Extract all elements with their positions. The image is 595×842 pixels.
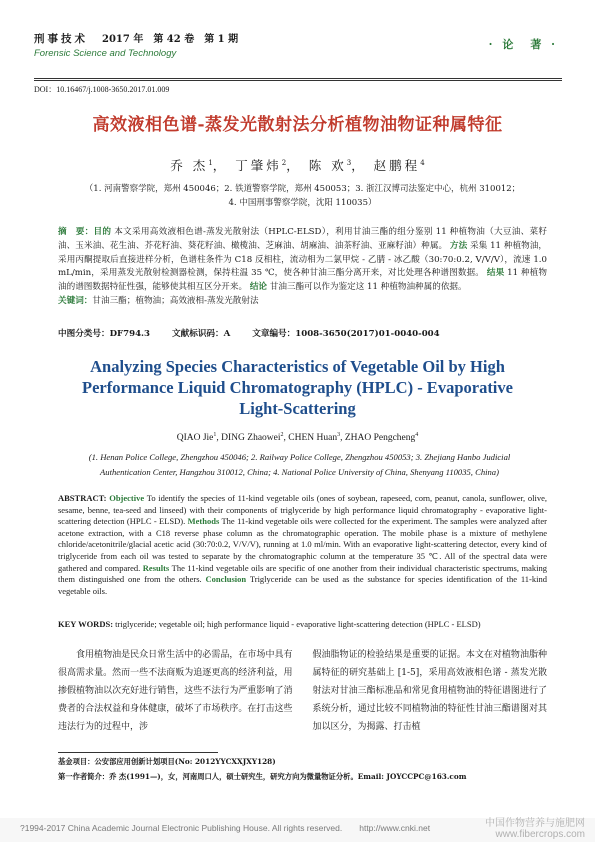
watermark: 中国作物营养与施肥网 www.fibercrops.com — [485, 818, 585, 840]
author-cn: 乔 杰 — [170, 158, 209, 173]
section-tag: · 论 著 · — [488, 38, 558, 51]
classification-row: 中图分类号：DF794.3 文献标识码：A 文章编号：1008-3650(2017)01-0040-004 — [58, 329, 440, 339]
authors-cn: 乔 杰$^1$， 丁肇炜$^2$， 陈 欢$^3$， 赵鹏程$^4$ — [170, 158, 425, 173]
header-rule-thin — [34, 80, 562, 81]
footnote-fund: 基金项目：公安部应用创新计划项目(No: 2012YYCXXJXY128) — [58, 757, 276, 766]
author-cn: 赵鹏程 — [373, 158, 421, 173]
author-cn: 陈 欢 — [308, 158, 347, 173]
journal-name-en: Forensic Science and Technology — [34, 48, 177, 59]
body-text — [58, 646, 547, 736]
title-en: Analyzing Species Characteristics of Vegetable Oil by High Performance Liquid Chromatography (HPLC) - Evaporative Light-Scattering — [82, 357, 513, 418]
authors-en: QIAO Jie$^1$, DING Zhaowei$^2$, CHEN Huan$^3$, ZHAO Pengcheng$^4$ — [176, 432, 419, 444]
footnote-rule — [58, 752, 218, 753]
header-rule — [34, 78, 562, 79]
copyright-text: ?1994-2017 China Academic Journal Electronic Publishing House. All rights reserved. http://www.cnki.net — [20, 823, 431, 833]
footnote-author: 第一作者简介：乔 杰(1991—)，女，河南周口人，硕士研究生，研究方向为微量物证分析。Email: JOYCCPC@163.com — [58, 772, 467, 781]
affiliations-cn: （1. 河南警察学院，郑州 450046；2. 铁道警察学院，郑州 450053；3. 浙江汉博司法鉴定中心，杭州 310012； 4. 中国刑事警察学院，沈阳 110035） — [84, 184, 521, 208]
abstract-cn: 摘 要：目的 本文采用高效液相色谱-蒸发光散射法（HPLC-ELSD），利用甘油三酯的组分鉴别 11 种植物油（大豆油、菜籽油、玉米油、花生油、芥花籽油、葵花籽油、橄榄油、芝麻油、胡麻油、油茶籽油、亚麻籽油）种属。 方法 采集 11 种植物油，采用丙酮提取后直接进样分析，色谱柱条件为 C18 反相柱，流动相为二氯甲烷 - 乙腈 - 冰乙酸（30:70:0.2, V/V/V），流速 1.0 mL/min，采用蒸发光散射检测器检测，保持柱温 35 ℃，使各种甘油三酯分离开来，对比处理各种谱图数据。 结果 11 种植物油的谱图数据特征性强，能够使其相互区分开来。 结论 甘油三酯可以作为鉴定这 11 种植物油种属的依据。 关键词：甘油三酯；植物油；高效液相-蒸发光散射法 — [58, 226, 547, 309]
keywords-en: KEY WORDS: triglyceride; vegetable oil; high performance liquid - evaporative light-scattering detection (HPLC - ELSD) — [58, 619, 481, 629]
copyright-footer — [0, 818, 595, 842]
affiliations-en: (1. Henan Police College, Zhengzhou 450046; 2. Railway Police College, Zhengzhou 450053; 3. Zhejiang Hanbo Judicial Authentication Center, Hangzhou 310012, China; 4. National Police University of China, Shenyang 110035, China) — [88, 452, 511, 477]
keywords-cn: 关键词：甘油三酯；植物油；高效液相-蒸发光散射法 — [58, 295, 259, 306]
issue-info: 2017 年 第 42 卷 第 1 期 — [102, 34, 239, 45]
abstract-en: ABSTRACT: Objective To identify the species of 11-kind vegetable oils (ones of soybean, rapeseed, corn, peanut, canola, sunflower, olive, sesame, benne, tea-seed and linseed) with their components of triglyceride by high performance liquid chromatography - evaporative light-scattering detection (HPLC - ELSD). Methods The 11-kind vegetable oils were collected for the experiment. The samples were analyzed after acetone extraction, with a C18 reverse phase column as the chromatographic operation. The mobile phase is a mixture of methylene chloride/acetonitrile/glacial acetic acid (30:70:0.2, V/V/V), running at 1.0 ml/min. With an evaporative light-scattering detector, every kind of triglyceride from each oil was tested to separate by the chromatographic column at the temperature 35 ℃. All of the spectral data were gathered and compared. Results The 11-kind vegetable oils are specific of one another from their individual characteristic spectrums, making them distinguished one from the others. Conclusion Triglyceride can be used as the substance for species identification of the 11-kind vegetable oils. — [58, 493, 548, 596]
title-cn: 高效液相色谱-蒸发光散射法分析植物油物证种属特征 — [92, 115, 503, 135]
abstract-label-cn: 摘 要： — [58, 227, 94, 237]
body-column-left: 食用植物油是民众日常生活中的必需品，在市场中具有很高需求量。然而一些不法商贩为追逐更高的经济利益，用掺假植物油以次充好进行销售，这些不法行为严重影响了消费者的合法权益和身体健康，破坏了市场秩序。在打击这些违法行为的过程中，涉 — [58, 650, 293, 732]
author-cn: 丁肇炜 — [235, 158, 282, 173]
running-header — [34, 30, 562, 59]
body-column-right: 假油脂物证的检验结果是重要的证据。本文在对植物油脂种属特征的研究基础上 [1-5]，采用高效液相色谱 - 蒸发光散射法对甘油三酯标准品和常见食用植物油的特征谱图进行了系统分析，通过比较不同植物油的特征性甘油三酯谱图对其加以区分，为揭露、打击植 — [312, 650, 547, 732]
doi[interactable]: DOI：10.16467/j.1008-3650.2017.01.009 — [34, 85, 170, 94]
journal-name-cn: 刑事技术 — [34, 33, 88, 45]
